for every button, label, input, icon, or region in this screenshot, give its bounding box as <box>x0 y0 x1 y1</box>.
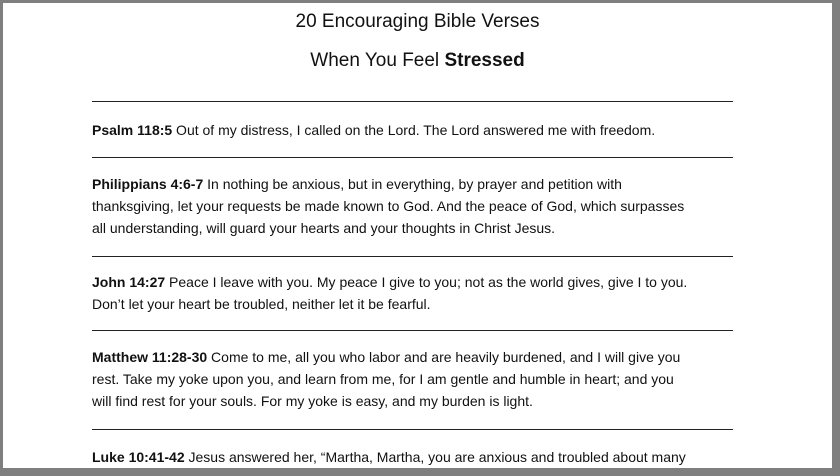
verse-john-14-27 <box>92 271 752 315</box>
verse-luke-10-41-42 <box>92 446 752 468</box>
verse-text: thanksgiving, let your requests be made known to God. And the peace of God, which surpasses <box>92 198 685 214</box>
verse-reference: Philippians 4:6-7 <box>92 176 204 192</box>
verse-psalm-118-5 <box>92 119 752 141</box>
separator-line <box>92 157 733 158</box>
verse-text: Don’t let your heart be troubled, neither let it be fearful. <box>92 296 431 312</box>
separator-line <box>92 429 733 430</box>
verse-reference: John 14:27 <box>92 274 166 290</box>
verse-text: In nothing be anxious, but in everything, by prayer and petition with <box>203 176 622 192</box>
verse-text: all understanding, will guard your hearts and your thoughts in Christ Jesus. <box>92 220 556 236</box>
verse-text: Out of my distress, I called on the Lord. The Lord answered me with freedom. <box>172 122 656 138</box>
verse-reference: Psalm 118:5 <box>92 122 173 138</box>
verse-matthew-11-28-30 <box>92 346 752 412</box>
subtitle-text: When You Feel <box>310 50 445 71</box>
separator-line <box>92 101 733 102</box>
document-title: 20 Encouraging Bible Verses <box>295 11 540 32</box>
separator-line <box>92 330 733 331</box>
separator-line <box>92 256 733 257</box>
verse-philippians-4-6-7 <box>92 173 752 239</box>
verse-text: will find rest for your souls. For my yoke is easy, and my burden is light. <box>92 393 533 409</box>
verse-text: rest. Take my yoke upon you, and learn from me, for I am gentle and humble in heart; and you <box>92 371 674 387</box>
document-page <box>3 3 832 468</box>
verse-text: Come to me, all you who labor and are heavily burdened, and I will give you <box>207 349 681 365</box>
verse-text: Jesus answered her, “Martha, Martha, you are anxious and troubled about many <box>184 449 686 465</box>
subtitle-emphasis: Stressed <box>444 50 525 71</box>
verse-reference: Luke 10:41-42 <box>92 449 185 465</box>
verse-text: Peace I leave with you. My peace I give to you; not as the world gives, give I to you. <box>165 274 688 290</box>
document-subtitle <box>3 50 832 72</box>
verse-reference: Matthew 11:28-30 <box>92 349 208 365</box>
